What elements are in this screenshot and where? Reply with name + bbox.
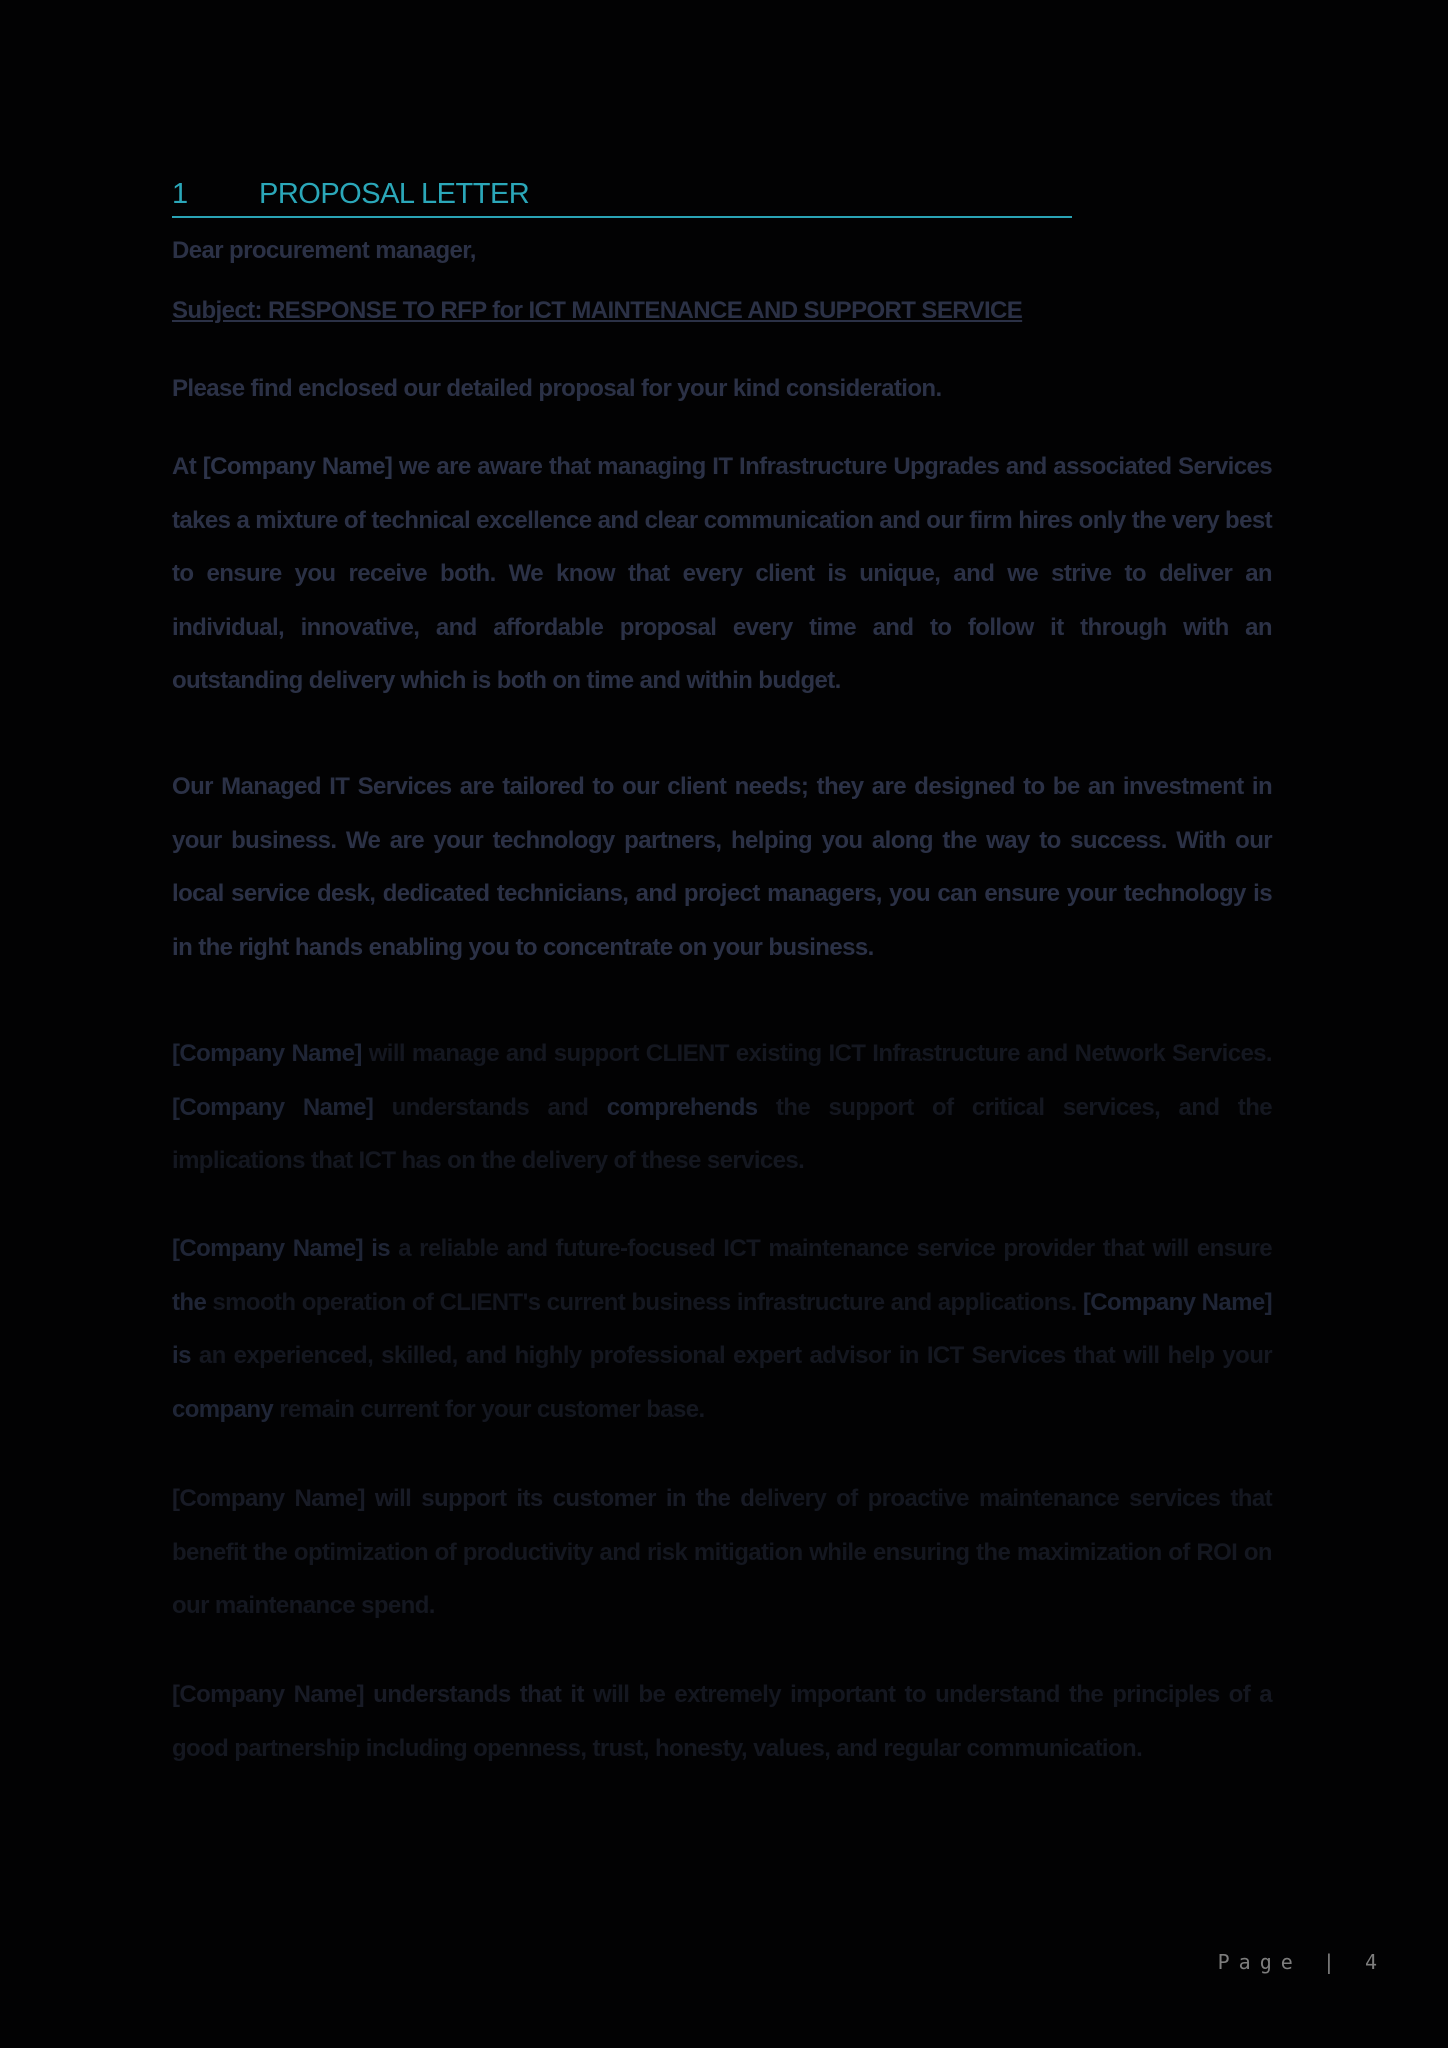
paragraph-6: [172, 1668, 1272, 1775]
page-label: Page: [1217, 1950, 1302, 1974]
company-name: [Company Name] is: [172, 1235, 391, 1262]
para4-text-3: an experienced, skilled, and highly professional expert advisor in ICT Services that will help your: [190, 1342, 1272, 1369]
paragraph-5: [172, 1472, 1272, 1633]
para3-text-1: will manage and support CLIENT existing ICT Infrastructure and Network Services.: [361, 1040, 1273, 1067]
para5-bold: [Company Name] will support its customer in the d: [172, 1485, 755, 1512]
page-footer: [1218, 1950, 1386, 1974]
para3-text-2: understands and: [373, 1093, 607, 1121]
paragraph-3: [172, 1027, 1272, 1188]
page-separator: |: [1322, 1950, 1344, 1974]
subject-line: Subject: RESPONSE TO RFP for ICT MAINTENANCE AND SUPPORT SERVICE: [172, 297, 1023, 324]
para4-text-4: remain current for your customer base.: [273, 1395, 705, 1423]
section-number: 1: [172, 178, 188, 210]
para6-text: will be extremely important to understand the principles of a good partnership including openness, trust, honesty, values, and regular communication.: [172, 1681, 1273, 1762]
company-name: [Company Name]: [202, 453, 393, 480]
company-name: [Company Name] is: [172, 1288, 1273, 1369]
para4-text-1: a reliable and future-focused ICT maintenance service provider that will ensure: [390, 1235, 1272, 1262]
section-title: PROPOSAL LETTER: [259, 178, 530, 210]
paragraph-2: Our Managed IT Services are tailored to our client needs; they are designed to be an investment in your business. We are your technology partners, helping you along the way to success. With our local service desk, dedicated technicians, and project managers, you can ensure your technology is in the right hands enabling you to concentrate on your business.: [172, 773, 1272, 961]
paragraph-1: [172, 440, 1272, 708]
paragraph-4: [172, 1222, 1272, 1436]
para1-text: we are aware that managing IT Infrastructure Upgrades and associated Services takes a mixture of technical excellence and clear communication and our firm hires only the very best to ensure you receive both. We know that every client is unique, and we strive to deliver an individual, innovative, and affordable proposal every time and to follow it through with an outstanding delivery which is both on time and within budget.: [172, 453, 1272, 694]
salutation: Dear procurement manager,: [172, 237, 476, 264]
para4-text-2: smooth operation of CLIENT's current business infrastructure and applications.: [206, 1288, 1083, 1316]
para3-text-3: the support of critical services, and the implications that ICT has on the delivery of these services.: [172, 1093, 1273, 1174]
intro-line: Please find enclosed our detailed proposal for your kind consideration.: [172, 375, 942, 402]
para6-bold: [Company Name] understands that it: [172, 1681, 584, 1708]
para5-text: elivery of proactive maintenance services that benefit the optimization of productivity and risk mitigation while ensuring the maximization of ROI on our maintenance spend.: [172, 1485, 1272, 1619]
para1-prefix: At: [172, 453, 203, 480]
highlight-word: comprehends: [606, 1093, 758, 1121]
highlight-word: the: [172, 1288, 207, 1316]
highlight-word: company: [172, 1395, 274, 1423]
page-number: 4: [1364, 1950, 1386, 1974]
company-name: [Company Name]: [172, 1093, 374, 1121]
section-heading: [172, 172, 1072, 218]
company-name: [Company Name]: [172, 1040, 362, 1067]
